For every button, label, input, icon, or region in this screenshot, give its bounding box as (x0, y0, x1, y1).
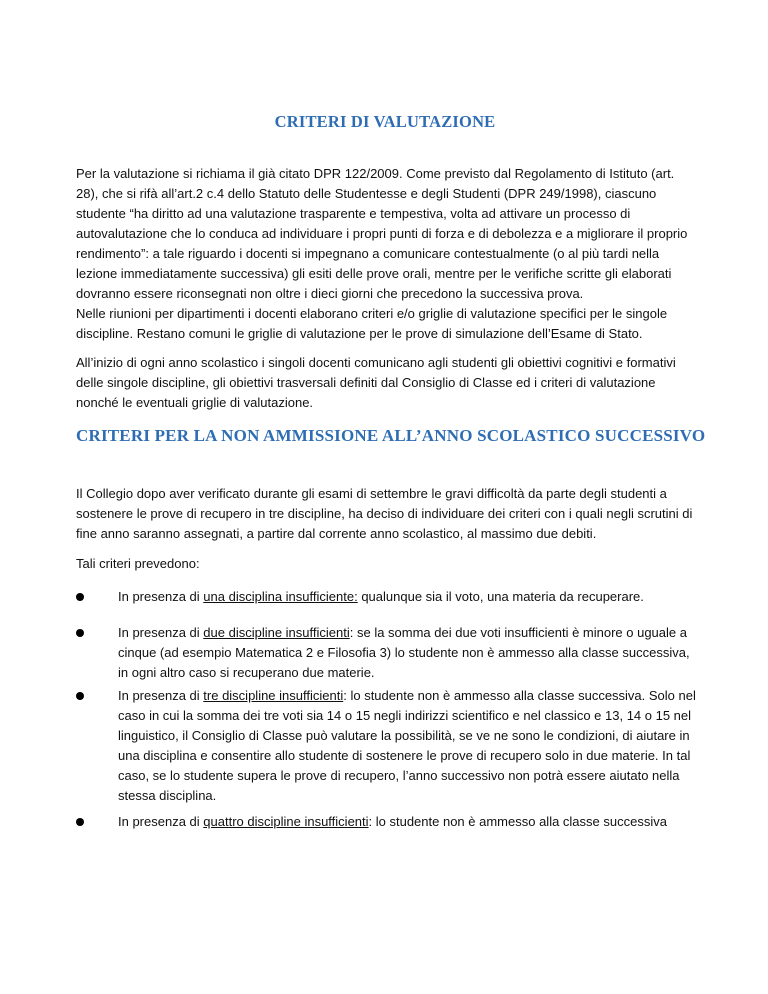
list-item-text: In presenza di tre discipline insufficienti: lo studente non è ammesso alla classe successiva. Solo nel caso in cui la somma dei tre voti sia 14 o 15 negli indirizzi scientifico e nel classico e 13, 14 o 15 nel linguistico, il Consiglio di Classe può valutare la possibilità, se ve ne sono le condizioni, di aiutare in una disciplina e consentire allo studente di sostenere le prove di recupero solo in due materie. In tal caso, se lo studente supera le prove di recupero, l’anno successivo non potrà essere aiutato nella stessa disciplina. (118, 688, 696, 803)
list-item-text: In presenza di due discipline insufficienti: se la somma dei due voti insufficienti è minore o uguale a cinque (ad esempio Matematica 2 e Filosofia 3) lo studente non è ammesso alla classe successiva, in ogni altro caso si recuperano due materie. (118, 625, 690, 680)
bullet-icon (76, 593, 84, 601)
section-title-non-ammissione: CRITERI PER LA NON AMMISSIONE ALL’ANNO SCOLASTICO SUCCESSIVO (76, 426, 706, 445)
bullet-icon (76, 692, 84, 700)
bullet-icon (76, 629, 84, 637)
paragraph-dipartimenti: Nelle riunioni per dipartimenti i docenti elaborano criteri e/o griglie di valutazione specifici per le singole discipline. Restano comuni le griglie di valutazione per le prove di simulazione dell’Esame di Stato. (76, 306, 668, 341)
paragraph-tali-criteri: Tali criteri prevedono: (76, 556, 200, 571)
list-item-text: In presenza di una disciplina insufficiente: qualunque sia il voto, una materia da recuperare. (118, 589, 644, 604)
list-item-text: In presenza di quattro discipline insufficienti: lo studente non è ammesso alla classe successiva (118, 814, 667, 829)
paragraph-collegio: Il Collegio dopo aver verificato durante gli esami di settembre le gravi difficoltà da parte degli studenti a sostenere le prove di recupero in tre discipline, ha deciso di individuare dei criteri con i quali negli scrutini di fine anno saranno assegnati, a partire dal corrente anno scolastico, al massimo due debiti. (76, 486, 693, 541)
paragraph-inizio-anno: All’inizio di ogni anno scolastico i singoli docenti comunicano agli studenti gli obiettivi cognitivi e formativi delle singole discipline, gli obiettivi trasversali definiti dal Consiglio di Classe ed i criteri di valutazione nonché le eventuali griglie di valutazione. (76, 355, 676, 410)
bullet-icon (76, 818, 84, 826)
section-title-criteri-valutazione: CRITERI DI VALUTAZIONE (274, 112, 496, 131)
paragraph-valutazione: Per la valutazione si richiama il già citato DPR 122/2009. Come previsto dal Regolamento di Istituto (art. 28), che si rifà all’art.2 c.4 dello Statuto delle Studentesse e degli Studenti (DPR 249/1998), ciascuno studente “ha diritto ad una valutazione trasparente e tempestiva, volta ad attivare un processo di autovalutazione che lo conduca ad individuare i propri punti di forza e di debolezza e a migliorare il proprio rendimento”: a tale riguardo i docenti si impegnano a comunicare contestualmente (o al più tardi nella lezione immediatamente successiva) gli esiti delle prove orali, mentre per le verifiche scritte gli elaborati dovranno essere riconsegnati non oltre i dieci giorni che precedono la successiva prova. (76, 166, 688, 301)
